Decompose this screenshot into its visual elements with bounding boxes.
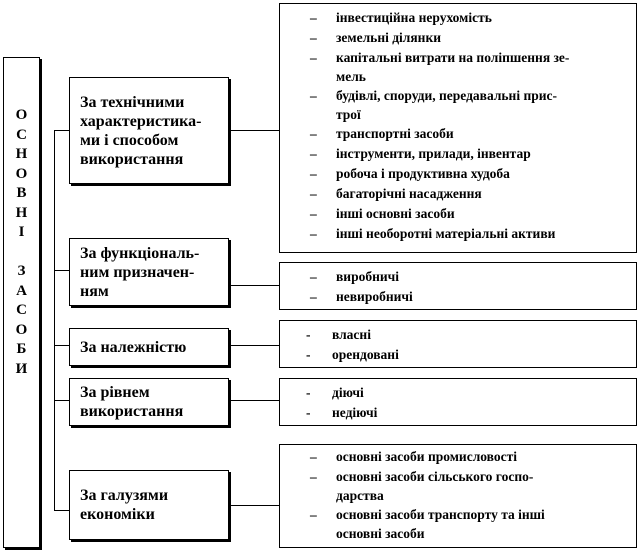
list-item: – основні засоби промисловості — [310, 449, 518, 464]
list-technical — [279, 3, 637, 253]
category-industry — [69, 470, 229, 540]
main-letter: И — [15, 360, 28, 377]
category-list-connector — [229, 505, 279, 506]
category-label: За функціональ- ним призначен- ням — [80, 244, 200, 300]
main-letter: О — [15, 321, 28, 338]
branch-connector — [54, 270, 69, 271]
list-item: – виробничі — [310, 269, 399, 284]
list-item: – багаторічні насадження — [310, 186, 482, 201]
main-letter: А — [16, 282, 27, 299]
list-item: – основні засоби транспорту та інші основні засоби — [310, 507, 545, 541]
main-letter: Б — [16, 341, 27, 357]
main-letter: С — [16, 126, 27, 143]
list-usage — [279, 378, 637, 426]
main-letter: І — [18, 224, 25, 240]
branch-connector — [54, 510, 69, 511]
main-letter: О — [15, 107, 28, 123]
list-item: - власні — [306, 327, 371, 342]
main-letter: З — [17, 263, 26, 279]
category-functional — [69, 238, 229, 306]
category-label: За рівнем використання — [80, 384, 184, 420]
branch-connector — [54, 400, 69, 401]
category-technical — [69, 77, 229, 184]
list-item: – інвестиційна нерухомість — [310, 10, 492, 25]
list-item: – інструменти, прилади, інвентар — [310, 146, 531, 161]
list-ownership — [279, 320, 637, 368]
category-label: За галузями економіки — [80, 487, 169, 523]
list-item: - діючі — [306, 385, 364, 400]
main-letter: Н — [15, 204, 28, 221]
branch-connector — [54, 345, 69, 346]
category-list-connector — [229, 285, 279, 286]
list-item: – капітальні витрати на поліпшення зе- мель — [310, 50, 570, 84]
list-item: – інші необоротні матеріальні активи — [310, 226, 556, 241]
category-list-connector — [229, 345, 279, 346]
main-letter: О — [15, 165, 28, 182]
category-list-connector — [229, 130, 279, 131]
list-industry — [279, 444, 637, 548]
list-item: - орендовані — [306, 347, 399, 362]
list-item: – земельні ділянки — [310, 30, 442, 45]
main-letter: С — [16, 302, 27, 318]
category-ownership — [69, 328, 229, 366]
list-item: – робоча і продуктивна худоба — [310, 166, 510, 181]
list-item: - недіючі — [306, 405, 378, 420]
list-item: – інші основні засоби — [310, 206, 455, 221]
list-item: – невиробничі — [310, 289, 413, 304]
list-item: – транспортні засоби — [310, 126, 454, 141]
list-item: – основні засоби сільського госпо- дарства — [310, 469, 534, 503]
branch-connector — [54, 130, 69, 131]
list-functional — [279, 262, 637, 310]
category-label: За технічними характеристика- ми і способом використання — [80, 93, 202, 168]
list-item: – будівлі, споруди, передавальні прис- трої — [310, 88, 558, 122]
main-letter: В — [16, 185, 27, 201]
category-label: За належністю — [80, 338, 187, 356]
category-usage — [69, 378, 229, 426]
category-list-connector — [229, 400, 279, 401]
trunk-connector — [54, 130, 55, 510]
main-category-box — [3, 57, 40, 548]
main-letter: Н — [15, 146, 28, 162]
